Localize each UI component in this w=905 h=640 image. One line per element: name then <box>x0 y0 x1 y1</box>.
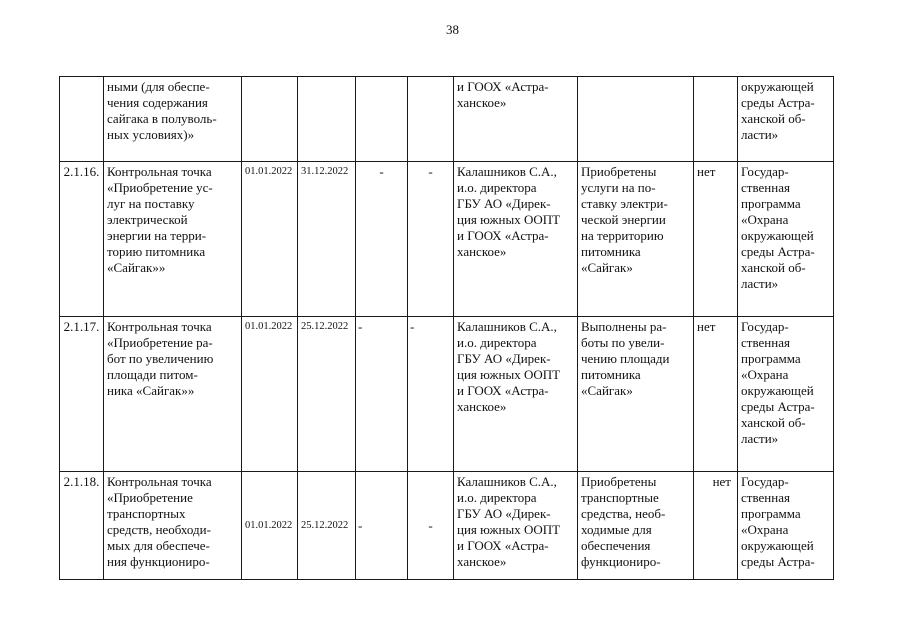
cell-title <box>104 472 242 580</box>
text-line: ственная <box>741 335 790 350</box>
cell-num: 2.1.18. <box>60 472 104 580</box>
text-line: услуги на по- <box>581 180 656 195</box>
text-line: ханское» <box>457 399 507 414</box>
cell-col6: - <box>408 472 454 580</box>
text-line: ханское» <box>457 244 507 259</box>
cell-title <box>104 317 242 472</box>
text-line: программа <box>741 196 801 211</box>
cell-result <box>578 77 694 162</box>
text-line: ция южных ООПТ <box>457 522 561 537</box>
table-row <box>60 472 834 580</box>
text-line: боты по увели- <box>581 335 665 350</box>
cell-start-date: 01.01.2022 <box>242 317 298 472</box>
text-line: и ГООХ «Астра- <box>457 79 549 94</box>
text-line: чению площади <box>581 351 670 366</box>
cell-result <box>578 317 694 472</box>
cell-responsible <box>454 472 578 580</box>
text-line: электрической <box>107 212 188 227</box>
text-line: транспортных <box>107 506 186 521</box>
text-line: ханское» <box>457 95 507 110</box>
text-line: Контрольная точка <box>107 164 212 179</box>
text-line: функциониро- <box>581 554 661 569</box>
cell-num: 2.1.16. <box>60 162 104 317</box>
text-line: мых для обеспече- <box>107 538 210 553</box>
text-line: среды Астра- <box>741 399 815 414</box>
text-line: окружающей <box>741 228 814 243</box>
cell-title <box>104 162 242 317</box>
text-line: питомника <box>581 244 641 259</box>
text-line: Калашников С.А., <box>457 319 557 334</box>
cell-col5 <box>356 77 408 162</box>
text-line: среды Астра- <box>741 554 815 569</box>
text-line: ГБУ АО «Дирек- <box>457 351 551 366</box>
text-line: на территорию <box>581 228 664 243</box>
text-line: «Сайгак»» <box>107 260 166 275</box>
cell-responsible <box>454 162 578 317</box>
cell-flag <box>694 77 738 162</box>
text-line: Калашников С.А., <box>457 474 557 489</box>
cell-title <box>104 77 242 162</box>
cell-col6: - <box>408 317 454 472</box>
text-line: окружающей <box>741 79 814 94</box>
cell-end-date: 25.12.2022 <box>298 472 356 580</box>
text-line: программа <box>741 351 801 366</box>
text-line: ласти» <box>741 431 779 446</box>
measures-table <box>59 76 834 580</box>
text-line: ция южных ООПТ <box>457 367 561 382</box>
cell-result <box>578 472 694 580</box>
text-line: ходимые для <box>581 522 652 537</box>
cell-start-date: 01.01.2022 <box>242 472 298 580</box>
cell-start-date: 01.01.2022 <box>242 162 298 317</box>
text-line: луг на поставку <box>107 196 195 211</box>
text-line: средств, необходи- <box>107 522 211 537</box>
text-line: среды Астра- <box>741 95 815 110</box>
text-line: площади питом- <box>107 367 198 382</box>
text-line: чения содержания <box>107 95 208 110</box>
cell-program <box>738 472 834 580</box>
cell-col6: - <box>408 162 454 317</box>
text-line: ных условиях)» <box>107 127 195 142</box>
cell-col5: - <box>356 162 408 317</box>
cell-num: 2.1.17. <box>60 317 104 472</box>
cell-start-date <box>242 77 298 162</box>
text-line: ханской об- <box>741 111 806 126</box>
cell-num <box>60 77 104 162</box>
cell-result <box>578 162 694 317</box>
text-line: и.о. директора <box>457 490 537 505</box>
text-line: Калашников С.А., <box>457 164 557 179</box>
continuation-row <box>60 77 834 162</box>
text-line: бот по увеличению <box>107 351 214 366</box>
text-line: «Охрана <box>741 522 789 537</box>
cell-col5: - <box>356 472 408 580</box>
text-line: ласти» <box>741 276 779 291</box>
cell-responsible <box>454 77 578 162</box>
text-line: и ГООХ «Астра- <box>457 383 549 398</box>
cell-responsible <box>454 317 578 472</box>
text-line: программа <box>741 506 801 521</box>
text-line: ными (для обеспе- <box>107 79 210 94</box>
table-row <box>60 162 834 317</box>
text-line: обеспечения <box>581 538 651 553</box>
cell-end-date <box>298 77 356 162</box>
text-line: и ГООХ «Астра- <box>457 228 549 243</box>
text-line: ция южных ООПТ <box>457 212 561 227</box>
text-line: Контрольная точка <box>107 474 212 489</box>
text-line: Приобретены <box>581 474 657 489</box>
text-line: ГБУ АО «Дирек- <box>457 506 551 521</box>
text-line: ГБУ АО «Дирек- <box>457 196 551 211</box>
text-line: ника «Сайгак»» <box>107 383 195 398</box>
cell-program <box>738 317 834 472</box>
text-line: энергии на терри- <box>107 228 207 243</box>
text-line: ческой энергии <box>581 212 666 227</box>
text-line: Приобретены <box>581 164 657 179</box>
text-line: «Приобретение <box>107 490 193 505</box>
text-line: Государ- <box>741 319 789 334</box>
cell-flag: нет <box>694 317 738 472</box>
text-line: «Охрана <box>741 212 789 227</box>
text-line: среды Астра- <box>741 244 815 259</box>
cell-program <box>738 77 834 162</box>
cell-flag: нет <box>694 472 738 580</box>
text-line: средства, необ- <box>581 506 666 521</box>
text-line: сайгака в полуволь- <box>107 111 217 126</box>
text-line: и ГООХ «Астра- <box>457 538 549 553</box>
cell-program <box>738 162 834 317</box>
text-line: «Приобретение ус- <box>107 180 213 195</box>
text-line: торию питомника <box>107 244 206 259</box>
page-number: 38 <box>446 22 459 37</box>
cell-col6 <box>408 77 454 162</box>
cell-end-date: 25.12.2022 <box>298 317 356 472</box>
text-line: ханское» <box>457 554 507 569</box>
text-line: Государ- <box>741 474 789 489</box>
text-line: Контрольная точка <box>107 319 212 334</box>
cell-flag: нет <box>694 162 738 317</box>
text-line: ственная <box>741 180 790 195</box>
cell-end-date: 31.12.2022 <box>298 162 356 317</box>
cell-col5: - <box>356 317 408 472</box>
text-line: Выполнены ра- <box>581 319 667 334</box>
text-line: и.о. директора <box>457 180 537 195</box>
text-line: транспортные <box>581 490 659 505</box>
text-line: ставку электри- <box>581 196 668 211</box>
text-line: ственная <box>741 490 790 505</box>
text-line: ханской об- <box>741 260 806 275</box>
text-line: ханской об- <box>741 415 806 430</box>
text-line: Государ- <box>741 164 789 179</box>
text-line: «Охрана <box>741 367 789 382</box>
table-row <box>60 317 834 472</box>
text-line: «Сайгак» <box>581 383 633 398</box>
text-line: «Сайгак» <box>581 260 633 275</box>
text-line: ния функциониро- <box>107 554 210 569</box>
text-line: окружающей <box>741 383 814 398</box>
text-line: ласти» <box>741 127 779 142</box>
text-line: окружающей <box>741 538 814 553</box>
text-line: «Приобретение ра- <box>107 335 213 350</box>
text-line: питомника <box>581 367 641 382</box>
text-line: и.о. директора <box>457 335 537 350</box>
